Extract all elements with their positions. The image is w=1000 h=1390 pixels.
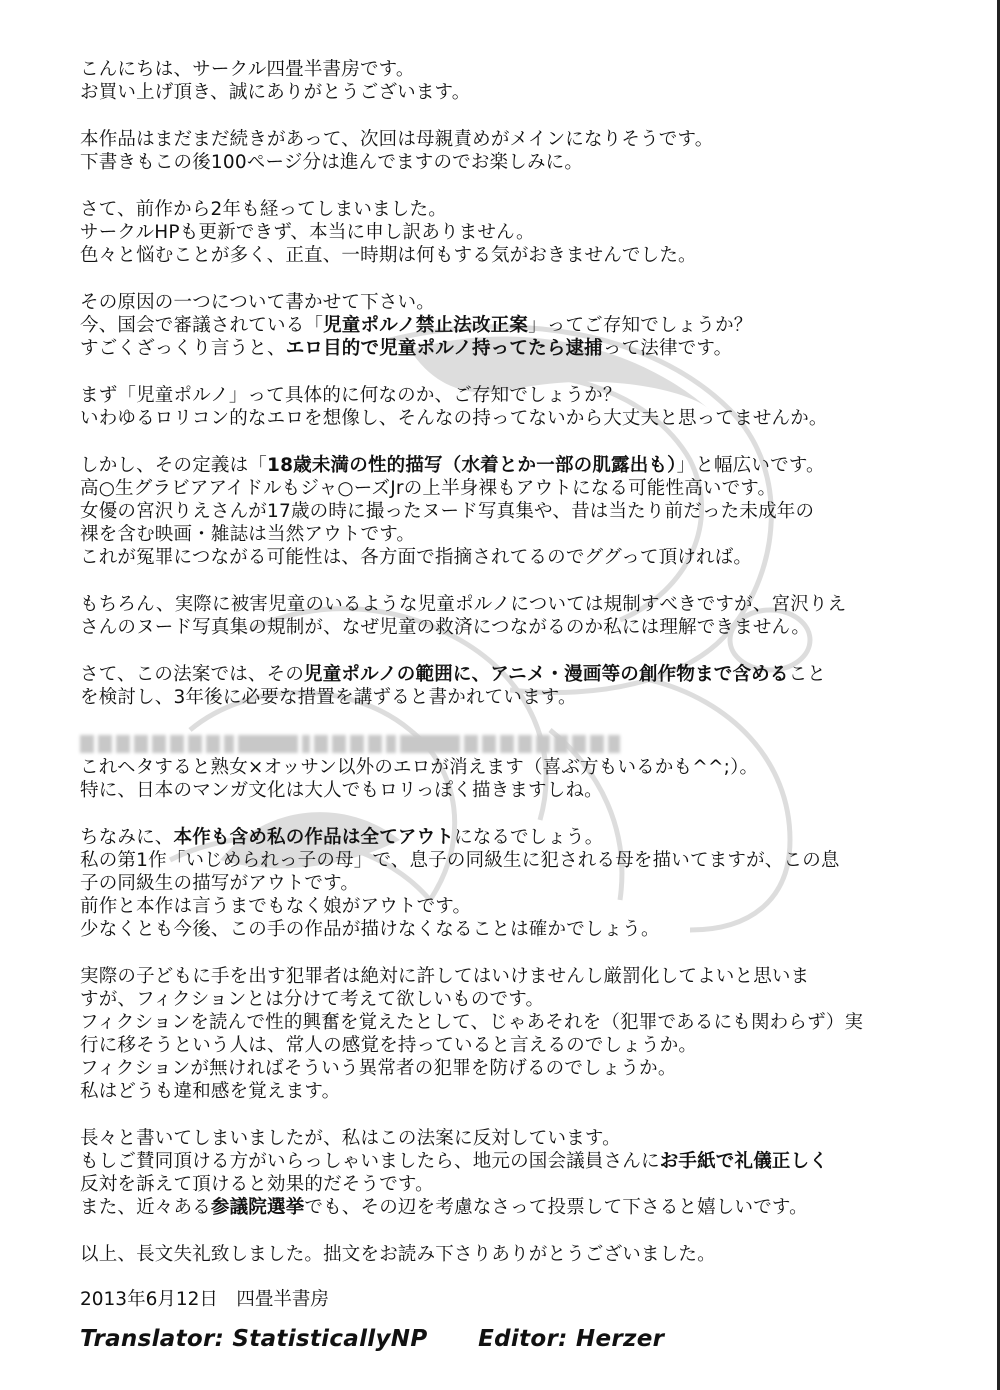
redaction-block xyxy=(302,735,310,753)
text-segment: これヘタすると熟女×オッサン以外のエロが消えます（喜ぶ方もいるかも^^;）。 xyxy=(80,757,759,778)
text-segment: になるでしょう。 xyxy=(454,827,604,848)
paragraph xyxy=(80,965,940,1103)
text-segment: 少なくとも今後、この手の作品が描けなくなることは確かでしょう。 xyxy=(80,919,660,940)
text-line xyxy=(80,849,940,872)
body-text xyxy=(80,58,940,1290)
text-line xyxy=(80,1080,940,1103)
redaction-block xyxy=(482,735,496,753)
text-segment: 」ってご存知でしょうか？ xyxy=(528,315,753,336)
text-segment: さて、この法案では、その xyxy=(80,664,305,685)
text-line xyxy=(80,1127,940,1150)
text-line xyxy=(80,198,940,221)
text-line xyxy=(80,1034,940,1057)
text-line xyxy=(80,593,940,616)
text-segment: 前作と本作は言うまでもなく娘がアウトです。 xyxy=(80,896,472,917)
bold-text: 本作も含め私の作品は全てアウト xyxy=(173,827,455,848)
redaction-block xyxy=(350,735,364,753)
text-segment: 高○生グラビアアイドルもジャ○ーズJrの上半身裸もアウトになる可能性高いです。 xyxy=(80,478,777,499)
paragraph xyxy=(80,826,940,941)
redaction-block xyxy=(170,735,184,753)
bold-text: 児童ポルノの範囲に、アニメ・漫画等の創作物まで含める xyxy=(304,664,789,685)
redaction-block xyxy=(554,735,568,753)
text-line xyxy=(80,1150,940,1173)
paragraph xyxy=(80,58,940,104)
redaction-block xyxy=(386,735,396,753)
redaction-block xyxy=(590,735,604,753)
text-segment: すごくざっくり言うと、 xyxy=(80,338,286,359)
text-line xyxy=(80,779,940,802)
redaction-block xyxy=(98,735,112,753)
text-line xyxy=(80,546,940,569)
bold-text: 参議院選挙 xyxy=(210,1197,305,1218)
text-line xyxy=(80,1011,940,1034)
text-segment: 反対を訴えて頂けると効果的だそうです。 xyxy=(80,1174,434,1195)
text-line xyxy=(80,523,940,546)
redaction-block xyxy=(536,735,550,753)
text-line xyxy=(80,826,940,849)
text-line xyxy=(80,872,940,895)
text-segment: 長々と書いてしまいましたが、私はこの法案に反対しています。 xyxy=(80,1128,621,1149)
text-line xyxy=(80,1173,940,1196)
paragraph xyxy=(80,1243,940,1266)
text-line xyxy=(80,1057,940,1080)
text-segment: いわゆるロリコン的なエロを想像し、そんなの持ってないから大丈夫と思ってませんか。 xyxy=(80,408,828,429)
redaction-block xyxy=(314,735,328,753)
text-line xyxy=(80,756,940,779)
text-segment: もしご賛同頂ける方がいらっしゃいましたら、地元の国会議員さんに xyxy=(80,1151,660,1172)
text-line xyxy=(80,58,940,81)
text-line xyxy=(80,686,940,709)
text-segment: 特に、日本のマンガ文化は大人でもロリっぽく描きますしね。 xyxy=(80,780,603,801)
text-line xyxy=(80,128,940,151)
text-segment: さんのヌード写真集の規制が、なぜ児童の救済につながるのか私には理解できません。 xyxy=(80,617,811,638)
text-segment: しかし、その定義は「 xyxy=(80,455,268,476)
text-line xyxy=(80,407,940,430)
paragraph xyxy=(80,198,940,267)
redaction-block xyxy=(152,735,166,753)
redaction-block xyxy=(368,735,382,753)
text-segment: 私はどうも違和感を覚えます。 xyxy=(80,1081,341,1102)
paragraph xyxy=(80,663,940,709)
redacted-line xyxy=(80,733,940,755)
text-segment: 実際の子どもに手を出す犯罪者は絶対に許してはいけませんし厳罰化してよいと思いま xyxy=(80,966,810,987)
redaction-block xyxy=(134,735,148,753)
text-segment: 子の同級生の描写がアウトです。 xyxy=(80,873,360,894)
paragraph xyxy=(80,384,940,430)
text-segment: 女優の宮沢りえさんが17歳の時に撮ったヌード写真集や、昔は当たり前だった未成年の xyxy=(80,501,815,522)
scanlation-credits xyxy=(80,1326,664,1352)
text-line xyxy=(80,314,940,337)
text-segment: でも、その辺を考慮なさって投票して下さると嬉しいです。 xyxy=(304,1197,808,1218)
text-segment: こと xyxy=(788,664,826,685)
text-line xyxy=(80,384,940,407)
redaction-block xyxy=(608,735,620,753)
text-segment: 私の第1作「いじめられっ子の母」で、息子の同級生に犯される母を描いてますが、この息 xyxy=(80,850,840,871)
text-segment: 下書きもこの後100ページ分は進んでますのでお楽しみに。 xyxy=(80,152,584,173)
text-segment: これが冤罪につながる可能性は、各方面で指摘されてるのでググって頂ければ。 xyxy=(80,547,753,568)
text-line xyxy=(80,918,940,941)
text-segment: さて、前作から2年も経ってしまいました。 xyxy=(80,199,447,220)
text-segment: 今、国会で審議されている「 xyxy=(80,315,324,336)
text-line xyxy=(80,616,940,639)
redaction-block xyxy=(116,735,130,753)
paragraph xyxy=(80,733,940,802)
text-segment: 」と幅広いです。 xyxy=(676,455,825,476)
redaction-block xyxy=(188,735,202,753)
text-line xyxy=(80,663,940,686)
text-line xyxy=(80,895,940,918)
redaction-block xyxy=(206,735,220,753)
redaction-block xyxy=(500,735,514,753)
text-segment: フィクションが無ければそういう異常者の犯罪を防げるのでしょうか。 xyxy=(80,1058,677,1079)
redaction-block xyxy=(80,735,94,753)
translator-credit: Translator: StatisticallyNP xyxy=(80,1326,428,1352)
text-segment: まず「児童ポルノ」って具体的に何なのか、ご存知でしょうか？ xyxy=(80,385,622,406)
text-line xyxy=(80,1196,940,1219)
text-segment: 行に移そうという人は、常人の感覚を持っていると言えるのでしょうか。 xyxy=(80,1035,698,1056)
text-line xyxy=(80,291,940,314)
text-line xyxy=(80,1243,940,1266)
redaction-block xyxy=(464,735,478,753)
bold-text: 18歳未満の性的描写（水着とか一部の肌露出も） xyxy=(267,455,677,476)
redaction-block xyxy=(238,735,298,753)
text-line xyxy=(80,151,940,174)
bold-text: エロ目的で児童ポルノ持ってたら逮捕 xyxy=(285,338,603,359)
date-signature: 2013年6月12日 四畳半書房 xyxy=(80,1289,329,1310)
redaction-block xyxy=(400,735,460,753)
text-segment: その原因の一つについて書かせて下さい。 xyxy=(80,292,435,313)
editor-credit: Editor: Herzer xyxy=(478,1326,665,1352)
text-segment: 本作品はまだまだ続きがあって、次回は母親責めがメインになりそうです。 xyxy=(80,129,714,150)
text-segment: ちなみに、 xyxy=(80,827,174,848)
text-segment: って法律です。 xyxy=(602,338,733,359)
text-segment: サークルHPも更新できず、本当に申し訳ありません。 xyxy=(80,222,535,243)
redaction-block xyxy=(518,735,532,753)
text-segment: こんにちは、サークル四畳半書房です。 xyxy=(80,59,415,80)
bold-text: お手紙で礼儀正しく xyxy=(659,1151,829,1172)
text-segment: を検討し、3年後に必要な措置を講ずると書かれています。 xyxy=(80,687,577,708)
text-segment: フィクションを読んで性的興奮を覚えたとして、じゃあそれを（犯罪であるにも関わらず）実 xyxy=(80,1012,864,1033)
paragraph xyxy=(80,1127,940,1219)
text-line xyxy=(80,988,940,1011)
text-segment: また、近々ある xyxy=(80,1197,211,1218)
redaction-block xyxy=(572,735,586,753)
text-segment: 裸を含む映画・雑誌は当然アウトです。 xyxy=(80,524,416,545)
paragraph xyxy=(80,291,940,360)
text-segment: 以上、長文失礼致しました。拙文をお読み下さりありがとうございました。 xyxy=(80,1244,716,1265)
paragraph xyxy=(80,593,940,639)
text-line xyxy=(80,244,940,267)
paragraph xyxy=(80,454,940,569)
text-line xyxy=(80,965,940,988)
paragraph xyxy=(80,128,940,174)
text-segment: もちろん、実際に被害児童のいるような児童ポルノについては規制すべきですが、宮沢りえ xyxy=(80,594,847,615)
redaction-block xyxy=(332,735,346,753)
text-line xyxy=(80,81,940,104)
text-line xyxy=(80,337,940,360)
text-line xyxy=(80,221,940,244)
text-line xyxy=(80,454,940,477)
bold-text: 児童ポルノ禁止法改正案 xyxy=(323,315,529,336)
text-segment: 色々と悩むことが多く、正直、一時期は何もする気がおきませんでした。 xyxy=(80,245,697,266)
text-segment: すが、フィクションとは分けて考えて欲しいものです。 xyxy=(80,989,545,1010)
text-line xyxy=(80,500,940,523)
text-segment: お買い上げ頂き、誠にありがとうございます。 xyxy=(80,82,471,103)
text-line xyxy=(80,477,940,500)
redaction-block xyxy=(224,735,234,753)
